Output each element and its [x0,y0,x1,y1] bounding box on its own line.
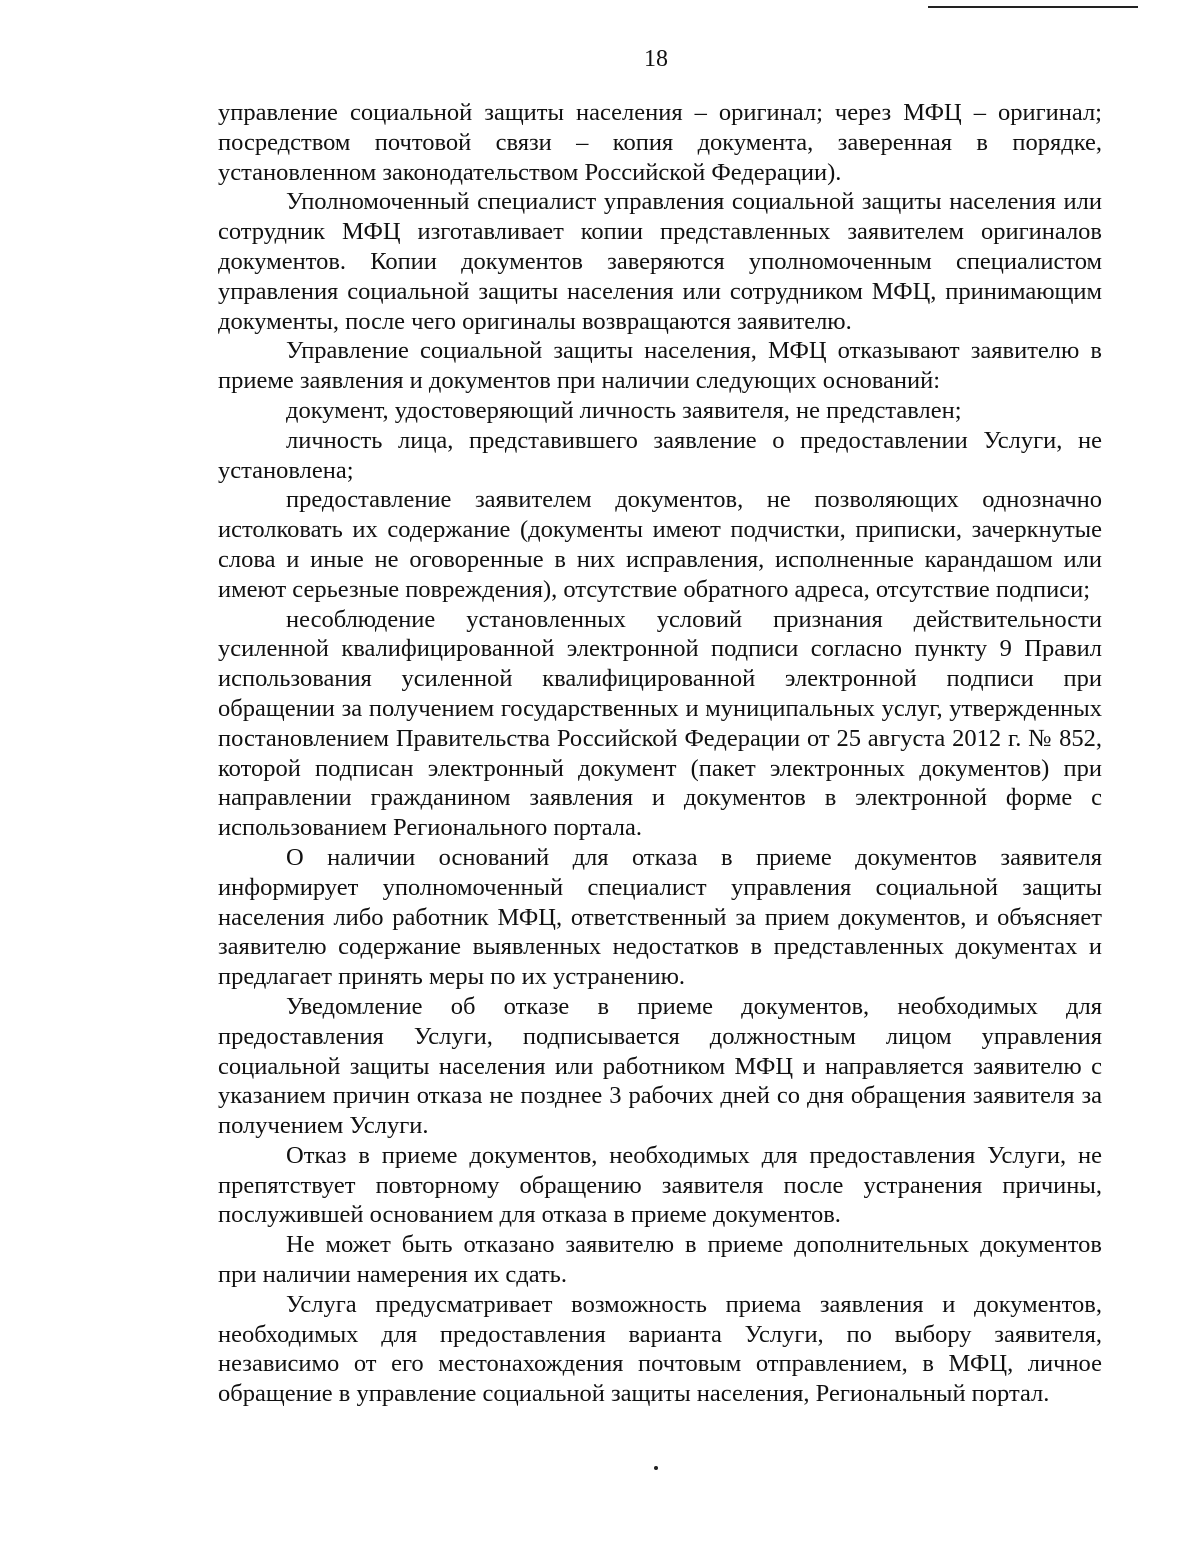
paragraph: Услуга предусматривает возможность приема заявления и документов, необходимых для предоставления варианта Услуги, по выбору заявителя, независимо от его местонахождения почтовым отправлением, в МФЦ, личное обращение в управление социальной защиты населения, Региональный портал. [218,1290,1102,1408]
list-item: документ, удостоверяющий личность заявителя, не представлен; [286,396,962,424]
top-rule [928,6,1138,8]
page-number: 18 [644,46,668,72]
paragraph: Уполномоченный специалист управления социальной защиты населения или сотрудник МФЦ изготавливает копии представленных заявителем оригиналов документов. Копии документов заверяются уполномоченным специалистом управления социальной защиты населения или сотрудником МФЦ, принимающим документы, после чего оригиналы возвращаются заявителю. [218,188,1102,335]
paragraph: Уведомление об отказе в приеме документов, необходимых для предоставления Услуги, подписывается должностным лицом управления социальной защиты населения или работником МФЦ и направляется заявителю с указанием причин отказа не позднее 3 рабочих дней со дня обращения заявителя за получением Услуги. [218,992,1102,1140]
paragraph: управление социальной защиты населения – оригинал; через МФЦ – оригинал; посредством почтовой связи – копия документа, заверенная в порядке, установленном законодательством Российской Федерации). [218,99,1102,186]
document-body [218,98,1102,1409]
list-item: предоставление заявителем документов, не позволяющих однозначно истолковать их содержание (документы имеют подчистки, приписки, зачеркнутые слова и иные не оговоренные в них исправления, исполненные карандашом или имеют серьезные повреждения), отсутствие обратного адреса, отсутствие подписи; [218,486,1102,603]
list-item: несоблюдение установленных условий признания действительности усиленной квалифицированной электронной подписи согласно пункту 9 Правил использования усиленной квалифицированной электронной подписи при обращении за получением государственных и муниципальных услуг, утвержденных постановлением Правительства Российской Федерации от 25 августа 2012 г. № 852, которой подписан электронный документ (пакет электронных документов) при направлении гражданином заявления и документов в электронной форме с использованием Регионального портала. [218,605,1102,842]
paragraph: Отказ в приеме документов, необходимых для предоставления Услуги, не препятствует повторному обращению заявителя после устранения причины, послужившей основанием для отказа в приеме документов. [218,1141,1102,1229]
paragraph: Не может быть отказано заявителю в приеме дополнительных документов при наличии намерения их сдать. [218,1231,1102,1289]
scan-speck [654,1466,658,1470]
paragraph: Управление социальной защиты населения, МФЦ отказывают заявителю в приеме заявления и документов при наличии следующих оснований: [218,337,1102,395]
list-item: личность лица, представившего заявление о предоставлении Услуги, не установлена; [218,426,1102,484]
paragraph: О наличии оснований для отказа в приеме документов заявителя информирует уполномоченный специалист управления социальной защиты населения либо работник МФЦ, ответственный за прием документов, и объясняет заявителю содержание выявленных недостатков в представленных документах и предлагает принять меры по их устранению. [218,843,1102,991]
